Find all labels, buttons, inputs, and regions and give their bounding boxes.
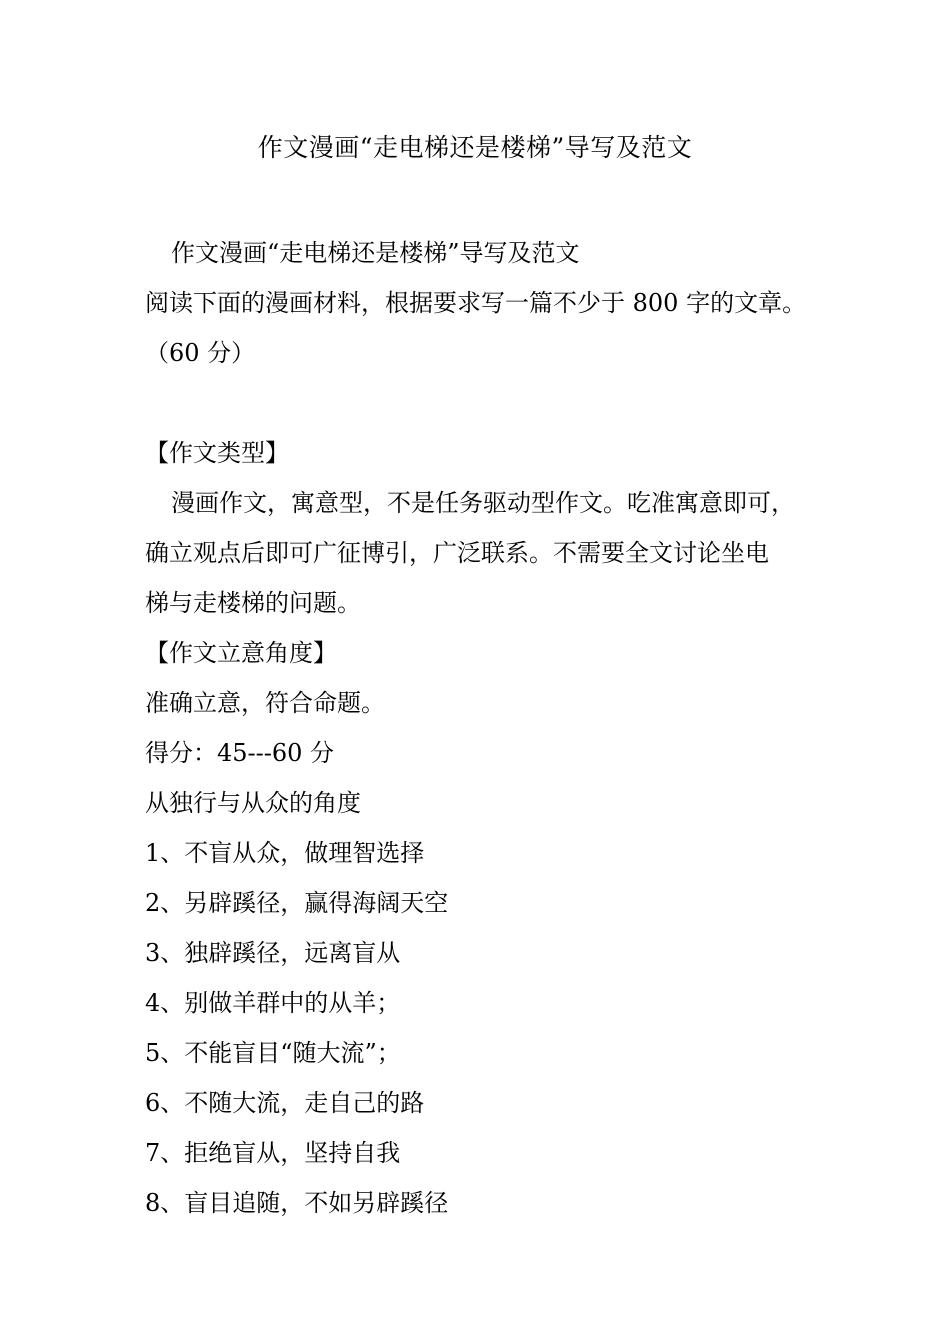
accurate-line: 准确立意，符合命题。 (145, 689, 385, 717)
list-item: 3、独辟蹊径，远离盲从 (145, 939, 401, 967)
list-item: 4、别做羊群中的从羊； (145, 989, 401, 1017)
prompt-line-2: （60 分） (145, 339, 256, 367)
document-title: 作文漫画“走电梯还是楼梯”导写及范文 (257, 133, 693, 162)
list-item: 7、拒绝盲从，坚持自我 (145, 1139, 401, 1167)
section-type-para-line-3: 梯与走楼梯的问题。 (145, 589, 361, 617)
section-type-heading: 【作文类型】 (145, 439, 289, 467)
list-item: 8、盲目追随，不如另辟蹊径 (145, 1189, 449, 1217)
prompt-line-1: 阅读下面的漫画材料，根据要求写一篇不少于 800 字的文章。 (145, 289, 807, 317)
section-type-para-line-2: 确立观点后即可广征博引，广泛联系。不需要全文讨论坐电 (145, 539, 769, 567)
document-body (145, 228, 825, 1228)
list-item: 6、不随大流，走自己的路 (145, 1089, 425, 1117)
angle-line: 从独行与从众的角度 (145, 789, 361, 817)
list-item: 1、不盲从众，做理智选择 (145, 839, 425, 867)
list-item: 2、另辟蹊径，赢得海阔天空 (145, 889, 449, 917)
document-subtitle: 作文漫画“走电梯还是楼梯”导写及范文 (171, 239, 580, 267)
blank-line (145, 378, 825, 428)
section-angle-heading: 【作文立意角度】 (145, 639, 337, 667)
score-line: 得分：45---60 分 (145, 739, 335, 767)
list-item: 5、不能盲目“随大流”； (145, 1039, 401, 1067)
section-type-para-line-1: 漫画作文，寓意型，不是任务驱动型作文。吃准寓意即可， (171, 489, 795, 517)
